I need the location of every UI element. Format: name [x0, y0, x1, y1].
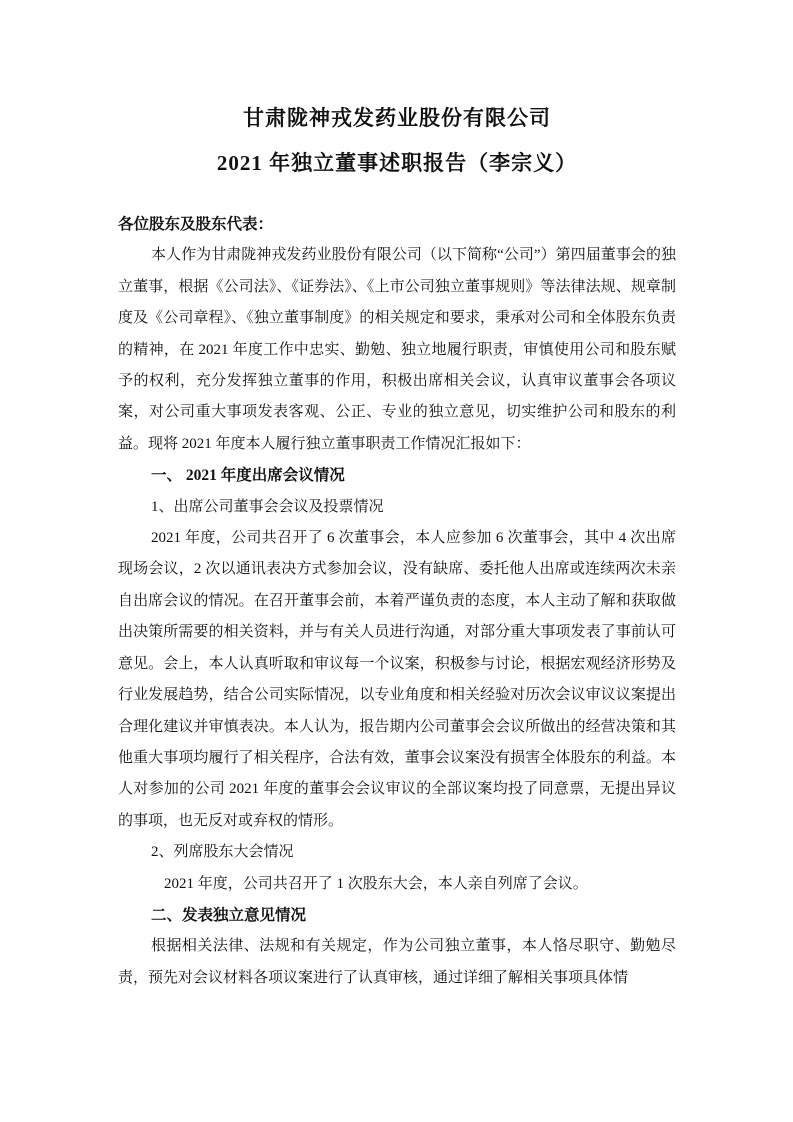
document-title-line2: 2021 年独立董事述职报告（李宗义） [216, 151, 578, 175]
section1-sub2-paragraph: 2021 年度，公司共召开了 1 次股东大会，本人亲自列席了会议。 [164, 875, 588, 892]
salutation: 各位股东及股东代表： [118, 216, 274, 233]
section1-heading: 一、 2021 年度出席会议情况 [151, 467, 345, 485]
document-body [118, 209, 676, 994]
section1-sub1-heading: 1、出席公司董事会会议及投票情况 [151, 498, 384, 515]
section1-sub1-paragraph: 2021 年度，公司共召开了 6 次董事会，本人应参加 6 次董事会，其中 4 次出席现场会议，2 次以通讯表决方式参加会议，没有缺席、委托他人出席或连续两次未亲自出席会议的情况。在召开董事会前，本着严谨负责的态度，本人主动了解和获取做出决策所需要的相关资料，并与有关人员进行沟通，对部分重大事项发表了事前认可意见。会上，本人认真听取和审议每一个议案，积极参与讨论，根据宏观经济形势及行业发展趋势，结合公司实际情况，以专业角度和相关经验对历次会议审议议案提出合理化建议并审慎表决。本人认为，报告期内公司董事会会议所做出的经营决策和其他重大事项均履行了相关程序，合法有效，董事会议案没有损害全体股东的利益。本人对参加的公司 2021 年度的董事会会议审议的全部议案均投了同意票，无提出异议的事项，也无反对或弃权的情形。 [118, 530, 676, 829]
section2-heading: 二、发表独立意见情况 [151, 906, 307, 924]
section2-paragraph: 根据相关法律、法规和有关规定，作为公司独立董事，本人恪尽职守、勤勉尽责，预先对会议材料各项议案进行了认真审核，通过详细了解相关事项具体情 [118, 938, 676, 986]
section1-sub2-heading: 2、列席股东大会情况 [151, 844, 294, 861]
intro-paragraph: 本人作为甘肃陇神戎发药业股份有限公司（以下简称“公司”）第四届董事会的独立董事，根据《公司法》、《证券法》、《上市公司独立董事规则》等法律法规、规章制度及《公司章程》、《独立董事制度》的相关规定和要求，秉承对公司和全体股东负责的精神，在 2021 年度工作中忠实、勤勉、独立地履行职责，审慎使用公司和股东赋予的权利，充分发挥独立董事的作用，积极出席相关会议，认真审议董事会各项议案，对公司重大事项发表客观、公正、专业的独立意见，切实维护公司和股东的利益。现将 2021 年度本人履行独立董事职责工作情况汇报如下： [118, 247, 676, 452]
document-title-line1: 甘肃陇神戎发药业股份有限公司 [243, 106, 551, 130]
document-content [118, 96, 676, 994]
